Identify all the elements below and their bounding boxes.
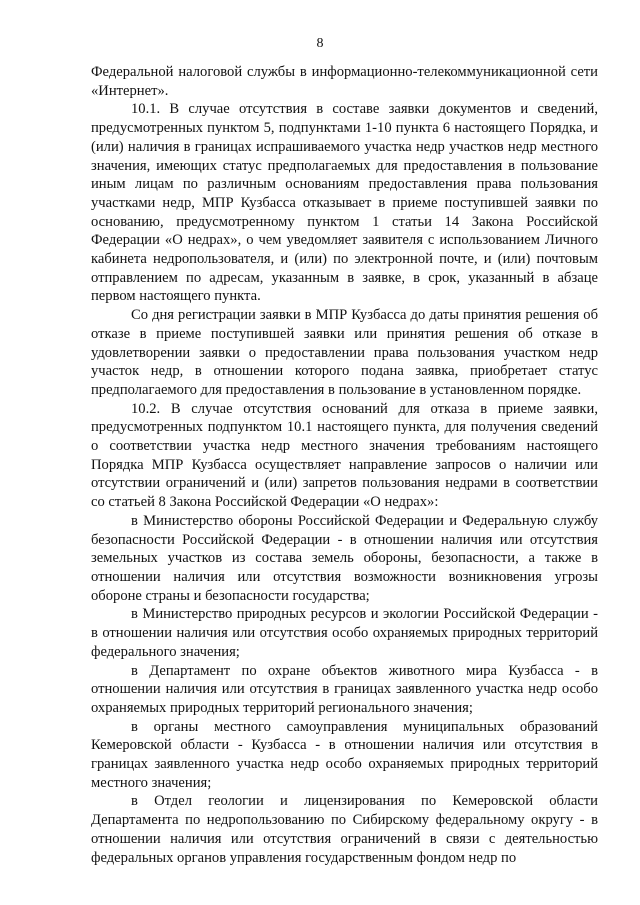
list-item-natural-resources-ministry: в Министерство природных ресурсов и экологии Российской Федерации - в отношении наличия или отсутствия особо охраняемых природных территорий федерального значения; <box>91 606 598 660</box>
list-item-wildlife-department: в Департамент по охране объектов животного мира Кузбасса - в отношении наличия или отсутствия в границах заявленного участка недр особо охраняемых природных территорий регионального значения; <box>91 662 598 716</box>
paragraph-10-1: 10.1. В случае отсутствия в составе заявки документов и сведений, предусмотренных пунктом 5, подпунктами 1-10 пункта 6 настоящего Порядка, и (или) наличия в границах испрашиваемого участка недр участков недр местного значения, имеющих статус предполагаемых для предоставления в пользование иным лицам по различным основаниям предоставления права пользования участками недр, МПР Кузбасса отказывает в приеме поступившей заявки по основанию, предусмотренному пунктом 1 статьи 14 Закона Российской Федерации «О недрах», о чем уведомляет заявителя с использованием Личного кабинета недропользователя, и (или) по электронной почте, и (или) почтовым отправлением по адресам, указанным в заявке, в срок, указанный в абзаце первом настоящего пункта. <box>91 101 598 305</box>
paragraph-10-2: 10.2. В случае отсутствия оснований для отказа в приеме заявки, предусмотренных подпунктом 10.1 настоящего пункта, для получения сведений о соответствии участка недр местного значения требованиям настоящего Порядка МПР Кузбасса осуществляет направление запросов о наличии или отсутствии ограничений и (или) запретов пользования недрами в соответствии со статьей 8 Закона Российской Федерации «О недрах»: <box>91 400 598 511</box>
paragraph-continuation: Федеральной налоговой службы в информационно-телекоммуникационной сети «Интернет». <box>91 64 598 99</box>
paragraph-registration: Со дня регистрации заявки в МПР Кузбасса до даты принятия решения об отказе в приеме поступившей заявки или принятия решения об отказе в удовлетворении заявки о предоставлении права пользования участком недр участок недр, в отношении которого подана заявка, приобретает статус предполагаемого для предоставления в пользование в установленном порядке. <box>91 307 598 398</box>
list-item-geology-department: в Отдел геологии и лицензирования по Кемеровской области Департамента по недропользованию по Сибирскому федеральному округу - в отношении наличия или отсутствия ограничений в связи с деятельностью федеральных органов управления государственным фондом недр по <box>91 793 598 866</box>
list-item-local-government: в органы местного самоуправления муниципальных образований Кемеровской области - Кузбасса - в отношении наличия или отсутствия в границах заявленного участка недр особо охраняемых природных территорий местного значения; <box>91 718 598 791</box>
document-body <box>91 63 598 867</box>
list-item-defense-ministry: в Министерство обороны Российской Федерации и Федеральную службу безопасности Российской Федерации - в отношении наличия или отсутствия земельных участков из состава земель обороны, безопасности, а также в отношении наличия или отсутствия возможности возникновения угрозы обороне страны и безопасности государства; <box>91 512 598 604</box>
page-number: 8 <box>316 36 324 51</box>
